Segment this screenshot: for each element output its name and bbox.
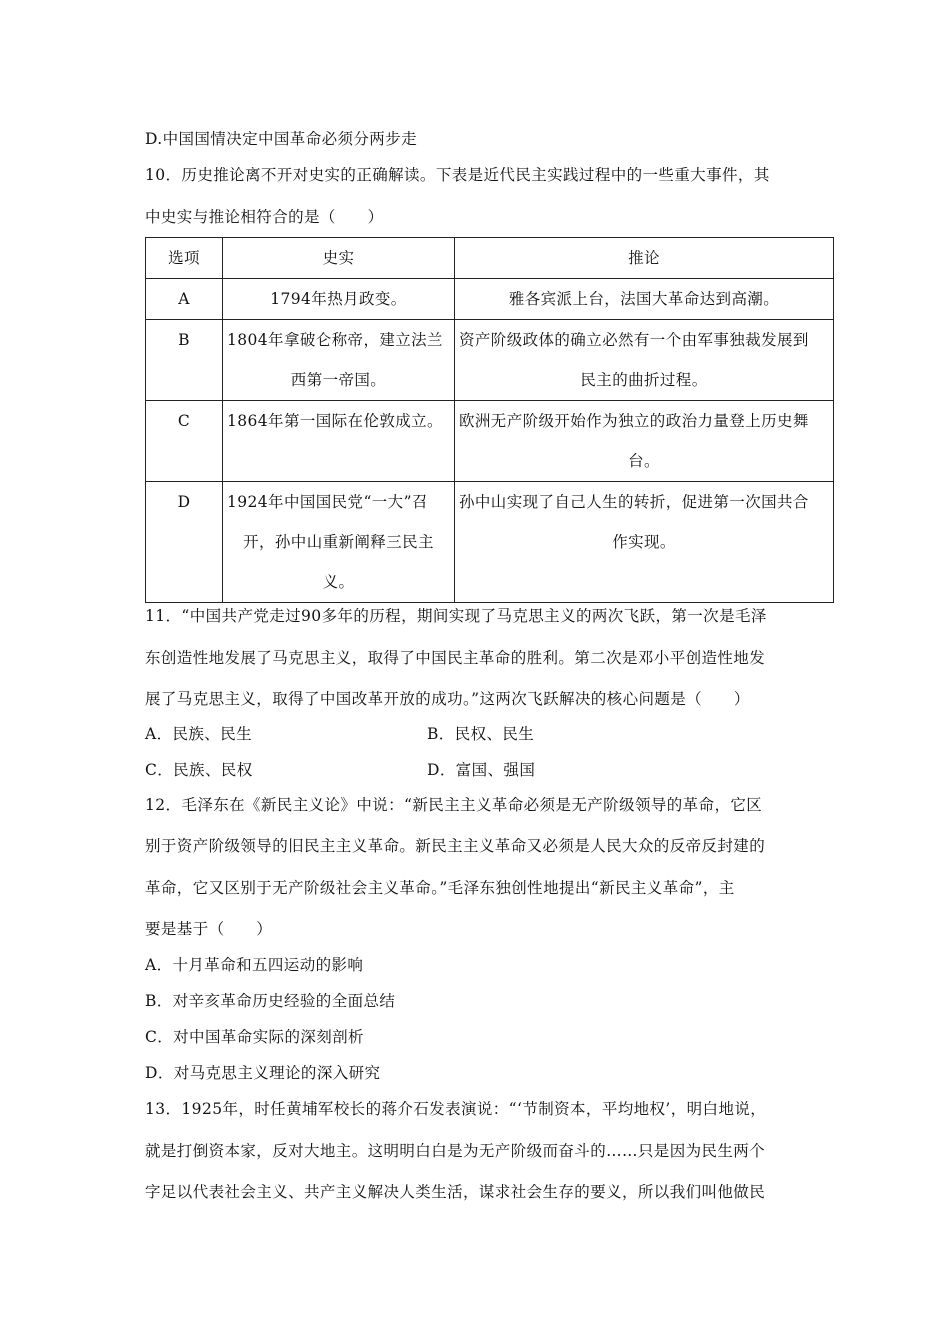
row-c-inference-line2: 台。	[628, 452, 660, 470]
row-a-option: A	[146, 279, 223, 320]
row-c-fact: 1864年第一国际在伦敦成立。	[223, 401, 455, 482]
row-b-fact-line2: 西第一帝国。	[290, 371, 387, 389]
table-header-row	[146, 238, 834, 279]
row-b-inference-line2: 民主的曲折过程。	[580, 371, 708, 389]
header-inference: 推论	[455, 238, 834, 279]
row-d-fact-line1: 1924年中国国民党“一大”召	[227, 493, 428, 511]
q11-line2: 东创造性地发展了马克思主义，取得了中国民主革命的胜利。第二次是邓小平创造性地发	[145, 649, 766, 667]
row-b-fact	[223, 320, 455, 401]
row-b-fact-line1: 1804年拿破仑称帝，建立法兰	[227, 331, 443, 349]
row-d-option: D	[146, 482, 223, 603]
header-fact: 史实	[223, 238, 455, 279]
table-row	[146, 279, 834, 320]
q11-line1: 11．“中国共产党走过90多年的历程，期间实现了马克思主义的两次飞跃，第一次是毛泽	[145, 607, 767, 625]
row-a-inference: 雅各宾派上台，法国大革命达到高潮。	[455, 279, 834, 320]
q12-option-b: B．对辛亥革命历史经验的全面总结	[145, 992, 396, 1010]
q12-line3: 革命，它又区别于无产阶级社会主义革命。”毛泽东独创性地提出“新民主义革命”，主	[145, 879, 735, 897]
row-d-inference	[455, 482, 834, 603]
q11-option-d: D．富国、强国	[427, 761, 536, 779]
table-row	[146, 482, 834, 603]
q11-option-b: B．民权、民生	[427, 725, 535, 743]
q13-line1: 13．1925年，时任黄埔军校长的蒋介石发表演说：“‘节制资本，平均地权’，明白地说，	[145, 1100, 767, 1118]
q10-stem-line2: 中史实与推论相符合的是（ ）	[145, 208, 384, 226]
row-c-inference-line1: 欧洲无产阶级开始作为独立的政治力量登上历史舞	[459, 412, 809, 430]
row-c-option: C	[146, 401, 223, 482]
row-b-inference-line1: 资产阶级政体的确立必然有一个由军事独裁发展到	[459, 331, 809, 349]
q9-option-d: D.中国国情决定中国革命必须分两步走	[145, 130, 418, 148]
q10-table	[145, 237, 834, 603]
header-option: 选项	[146, 238, 223, 279]
q12-line1: 12．毛泽东在《新民主义论》中说：“新民主主义革命必须是无产阶级领导的革命，它区	[145, 796, 763, 814]
q13-line3: 字足以代表社会主义、共产主义解决人类生活，谋求社会生存的要义，所以我们叫他做民	[145, 1183, 766, 1201]
table-row	[146, 401, 834, 482]
row-b-option: B	[146, 320, 223, 401]
q12-option-a: A．十月革命和五四运动的影响	[145, 956, 364, 974]
q10-stem-line1: 10．历史推论离不开对史实的正确解读。下表是近代民主实践过程中的一些重大事件，其	[145, 166, 770, 184]
row-b-inference	[455, 320, 834, 401]
row-d-fact	[223, 482, 455, 603]
row-d-fact-line2: 开，孙中山重新阐释三民主	[243, 533, 434, 551]
q11-option-c: C．民族、民权	[145, 761, 253, 779]
q13-line2: 就是打倒资本家，反对大地主。这明明白白是为无产阶级而奋斗的……只是因为民生两个	[145, 1142, 766, 1160]
q12-line2: 别于资产阶级领导的旧民主主义革命。新民主主义革命又必须是人民大众的反帝反封建的	[145, 837, 766, 855]
row-a-fact: 1794年热月政变。	[223, 279, 455, 320]
q12-line4: 要是基于（ ）	[145, 920, 273, 938]
q11-option-a: A．民族、民生	[145, 725, 252, 743]
q12-option-c: C．对中国革命实际的深刻剖析	[145, 1028, 364, 1046]
q12-option-d: D．对马克思主义理论的深入研究	[145, 1064, 381, 1082]
table-row	[146, 320, 834, 401]
row-d-fact-line3: 义。	[322, 573, 355, 591]
row-d-inference-line2: 作实现。	[612, 533, 676, 551]
row-d-inference-line1: 孙中山实现了自己人生的转折，促进第一次国共合	[459, 493, 809, 511]
q11-line3: 展了马克思主义，取得了中国改革开放的成功。”这两次飞跃解决的核心问题是（ ）	[145, 690, 750, 708]
row-c-inference	[455, 401, 834, 482]
